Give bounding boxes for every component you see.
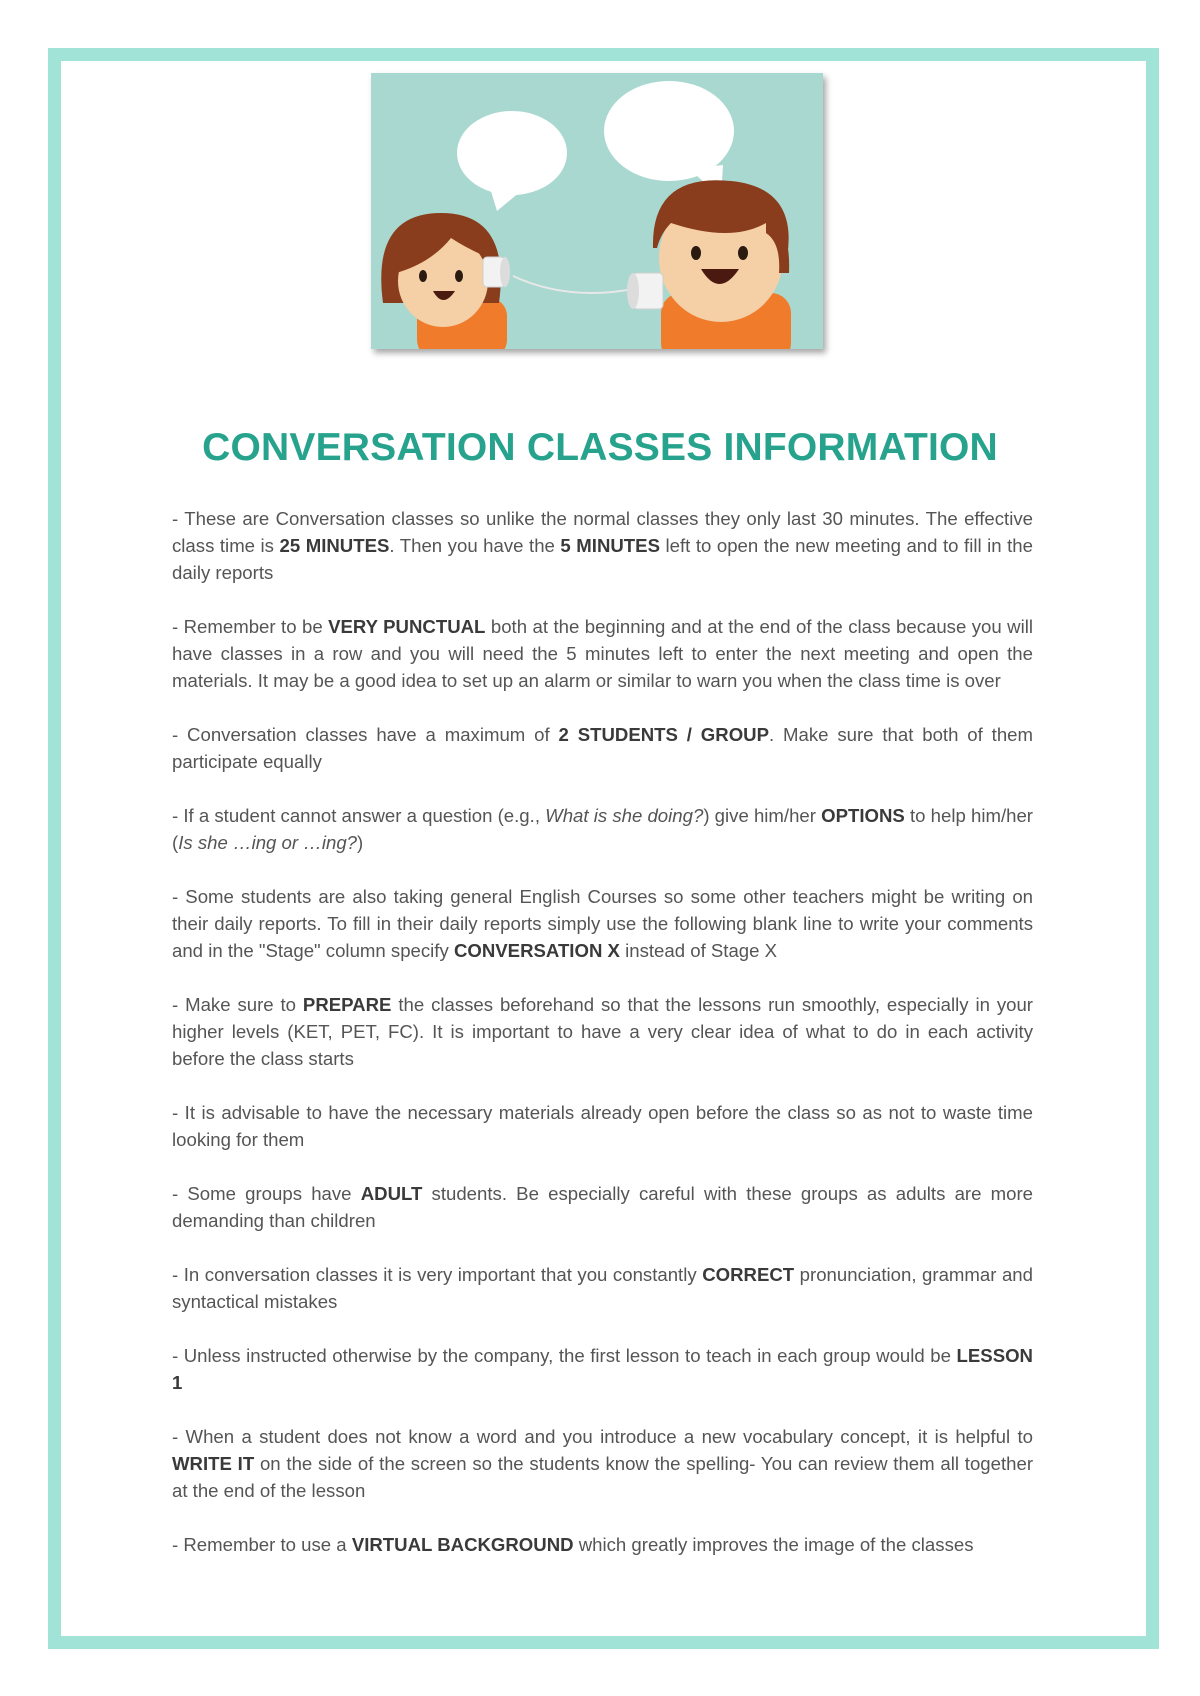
item-text: - When a student does not know a word and you introduce a new vocabulary concept, it is helpful to (172, 1426, 1033, 1447)
info-item-3 (172, 721, 1033, 775)
item-text: the classes beforehand so that the lessons run smoothly, especially in your higher levels (KET, PET, FC). It is important to have a very clear idea of what to do in each activity before the class starts (172, 994, 1033, 1069)
item-text: - Remember to be (172, 616, 329, 637)
info-item-8 (172, 1180, 1033, 1234)
item-text: on the side of the screen so the students know the spelling- You can review them all together at the end of the lesson (172, 1453, 1034, 1501)
emphasis-text: OPTIONS (821, 805, 905, 826)
info-item-2 (172, 613, 1033, 694)
item-text: - If a student cannot answer a question (e.g., (172, 805, 546, 826)
emphasis-text: 25 MINUTES (279, 535, 390, 556)
item-text: - Some students are also taking general English Courses so some other teachers might be writing on their daily reports. To fill in their daily reports simply use the following blank line to write your comments and in the "Stage" column specify (172, 886, 1033, 961)
item-text: ) (357, 832, 364, 853)
item-text: left to open the new meeting and to fill in the daily reports (172, 535, 1033, 583)
info-item-6 (172, 991, 1033, 1072)
item-text: ) give him/her (703, 805, 822, 826)
item-text: - These are Conversation classes so unlike the normal classes they only last 30 minutes. The effective class time is (172, 508, 1033, 556)
info-item-9 (172, 1261, 1033, 1315)
item-text: - Some groups have (172, 1183, 361, 1204)
emphasis-text: 2 STUDENTS / GROUP (558, 724, 769, 745)
emphasis-text: ADULT (360, 1183, 423, 1204)
emphasis-text: WRITE IT (172, 1453, 255, 1474)
item-text: - It is advisable to have the necessary materials already open before the class so as not to waste time looking for them (172, 1102, 1033, 1150)
example-text: Is she …ing or …ing? (178, 832, 357, 853)
item-text: both at the beginning and at the end of the class because you will have classes in a row and you will need the 5 minutes left to enter the next meeting and open the materials. It may be a good idea to set up an alarm or similar to warn you when the class time is over (172, 616, 1033, 691)
item-text: . Then you have the (389, 535, 561, 556)
emphasis-text: VIRTUAL BACKGROUND (351, 1534, 574, 1555)
info-item-1 (172, 505, 1033, 586)
item-text: - In conversation classes it is very important that you constantly (172, 1264, 703, 1285)
emphasis-text: 5 MINUTES (560, 535, 660, 556)
item-text: - Make sure to (172, 994, 303, 1015)
two-children-talking-on-tin-can-phone-icon (371, 73, 823, 349)
item-text: pronunciation, grammar and syntactical mistakes (172, 1264, 1033, 1312)
item-text: students. Be especially careful with these groups as adults are more demanding than children (172, 1183, 1034, 1231)
info-item-7 (172, 1099, 1033, 1153)
item-text: which greatly improves the image of the classes (573, 1534, 974, 1555)
tin-can-left-icon (483, 257, 510, 287)
page-title: CONVERSATION CLASSES INFORMATION (202, 426, 998, 469)
emphasis-text: VERY PUNCTUAL (328, 616, 486, 637)
info-item-5 (172, 883, 1033, 964)
info-item-11 (172, 1423, 1033, 1504)
emphasis-text: PREPARE (302, 994, 392, 1015)
item-text: - Unless instructed otherwise by the company, the first lesson to teach in each group would be (172, 1345, 957, 1366)
item-text: . Make sure that both of them participate equally (172, 724, 1034, 772)
emphasis-text: LESSON 1 (172, 1345, 1033, 1393)
info-item-10 (172, 1342, 1033, 1396)
item-text: - Conversation classes have a maximum of (172, 724, 559, 745)
emphasis-text: CORRECT (702, 1264, 795, 1285)
information-list (172, 505, 1033, 1585)
item-text: to help him/her ( (172, 805, 1033, 853)
item-text: - Remember to use a (172, 1534, 352, 1555)
info-item-4 (172, 802, 1033, 856)
item-text: instead of Stage X (619, 940, 778, 961)
example-text: What is she doing? (545, 805, 704, 826)
emphasis-text: CONVERSATION X (453, 940, 620, 961)
info-item-12 (172, 1531, 1033, 1558)
tin-can-right-icon (627, 273, 663, 309)
